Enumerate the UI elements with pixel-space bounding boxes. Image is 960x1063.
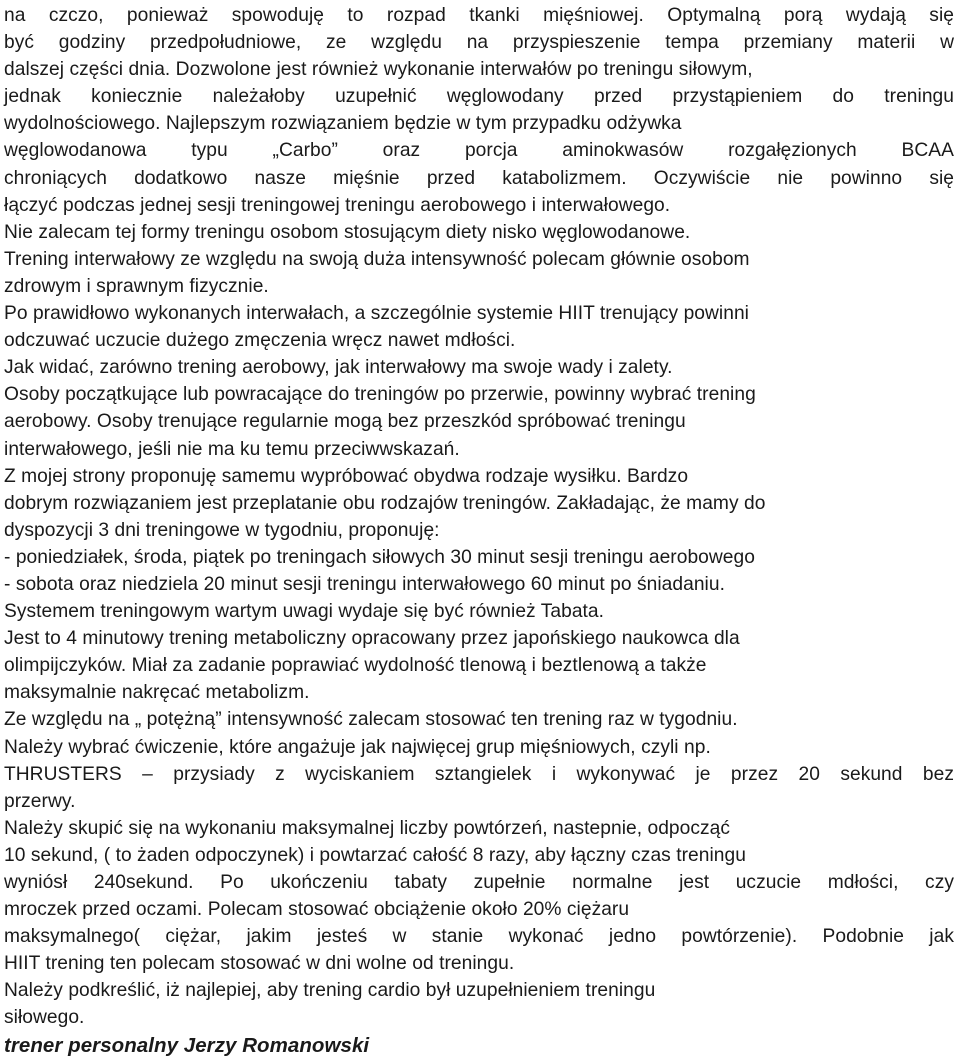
text-line: dalszej części dnia. Dozwolone jest również wykonanie interwałów po treningu siłowym, xyxy=(4,59,753,81)
text-line: - poniedziałek, środa, piątek po treningach siłowych 30 minut sesji treningu aerobowego xyxy=(4,546,755,568)
text-line: Jak widać, zarówno trening aerobowy, jak interwałowy ma swoje wady i zalety. xyxy=(4,357,673,379)
text-line: być godziny przedpołudniowe, ze względu na przyspieszenie tempa przemiany materii w xyxy=(4,32,954,54)
text-line: maksymalnego( ciężar, jakim jesteś w stanie wykonać jedno powtórzenie). Podobnie jak xyxy=(4,926,954,948)
text-line: - sobota oraz niedziela 20 minut sesji treningu interwałowego 60 minut po śniadaniu. xyxy=(4,573,725,595)
text-line: Jest to 4 minutowy trening metaboliczny opracowany przez japońskiego naukowca dla xyxy=(4,628,740,650)
text-line: dyspozycji 3 dni treningowe w tygodniu, proponuję: xyxy=(4,519,440,541)
text-line: aerobowy. Osoby trenujące regularnie mogą bez przeszkód spróbować treningu xyxy=(4,411,686,433)
text-line: Nie zalecam tej formy treningu osobom stosującym diety nisko węglowodanowe. xyxy=(4,221,691,243)
author-signature: trener personalny Jerzy Romanowski xyxy=(4,1033,370,1057)
text-line: odczuwać uczucie dużego zmęczenia wręcz nawet mdłości. xyxy=(4,330,516,352)
text-line: mroczek przed oczami. Polecam stosować obciążenie około 20% ciężaru xyxy=(4,899,630,921)
text-line: dobrym rozwiązaniem jest przeplatanie obu rodzajów treningów. Zakładając, że mamy do xyxy=(4,492,766,514)
text-line: chroniących dodatkowo nasze mięśnie przed katabolizmem. Oczywiście nie powinno się xyxy=(4,167,954,189)
text-line: maksymalnie nakręcać metabolizm. xyxy=(4,682,310,704)
text-line: 10 sekund, ( to żaden odpoczynek) i powtarzać całość 8 razy, aby łączny czas treningu xyxy=(4,844,746,866)
text-line: Systemem treningowym wartym uwagi wydaje się być również Tabata. xyxy=(4,601,605,623)
text-line: Z mojej strony proponuję samemu wypróbować obydwa rodzaje wysiłku. Bardzo xyxy=(4,465,689,487)
text-line: interwałowego, jeśli nie ma ku temu przeciwwskazań. xyxy=(4,438,460,460)
text-line: HIIT trening ten polecam stosować w dni wolne od treningu. xyxy=(4,953,515,975)
text-line: Ze względu na „ potężną” intensywność zalecam stosować ten trening raz w tygodniu. xyxy=(4,709,738,731)
text-line: wydolnościowego. Najlepszym rozwiązaniem będzie w tym przypadku odżywka xyxy=(4,113,682,135)
text-line: Należy podkreślić, iż najlepiej, aby trening cardio był uzupełnieniem treningu xyxy=(4,980,656,1002)
text-line: zdrowym i sprawnym fizycznie. xyxy=(4,275,269,297)
text-line: węglowodanowa typu „Carbo” oraz porcja aminokwasów rozgałęzionych BCAA xyxy=(4,140,954,162)
article-body xyxy=(4,2,954,1032)
text-line: Należy wybrać ćwiczenie, które angażuje jak najwięcej grup mięśniowych, czyli np. xyxy=(4,736,711,758)
text-line: łączyć podczas jednej sesji treningowej treningu aerobowego i interwałowego. xyxy=(4,194,671,216)
text-line: przerwy. xyxy=(4,790,76,812)
text-line: jednak koniecznie należałoby uzupełnić węglowodany przed przystąpieniem do treningu xyxy=(4,86,954,108)
text-line: na czczo, ponieważ spowoduję to rozpad tkanki mięśniowej. Optymalną porą wydają się xyxy=(4,5,954,26)
text-line: Po prawidłowo wykonanych interwałach, a szczególnie systemie HIIT trenujący powinni xyxy=(4,303,749,325)
text-line: siłowego. xyxy=(4,1007,85,1029)
text-line: THRUSTERS – przysiady z wyciskaniem sztangielek i wykonywać je przez 20 sekund bez xyxy=(4,763,954,785)
text-line: Należy skupić się na wykonaniu maksymalnej liczby powtórzeń, nastepnie, odpocząć xyxy=(4,817,731,839)
text-line: wyniósł 240sekund. Po ukończeniu tabaty zupełnie normalne jest uczucie mdłości, czy xyxy=(4,872,954,893)
text-line: Osoby początkujące lub powracające do treningów po przerwie, powinny wybrać trening xyxy=(4,384,756,406)
text-line: olimpijczyków. Miał za zadanie poprawiać wydolność tlenową i beztlenową a także xyxy=(4,655,707,677)
text-line: Trening interwałowy ze względu na swoją duża intensywność polecam głównie osobom xyxy=(4,248,750,270)
